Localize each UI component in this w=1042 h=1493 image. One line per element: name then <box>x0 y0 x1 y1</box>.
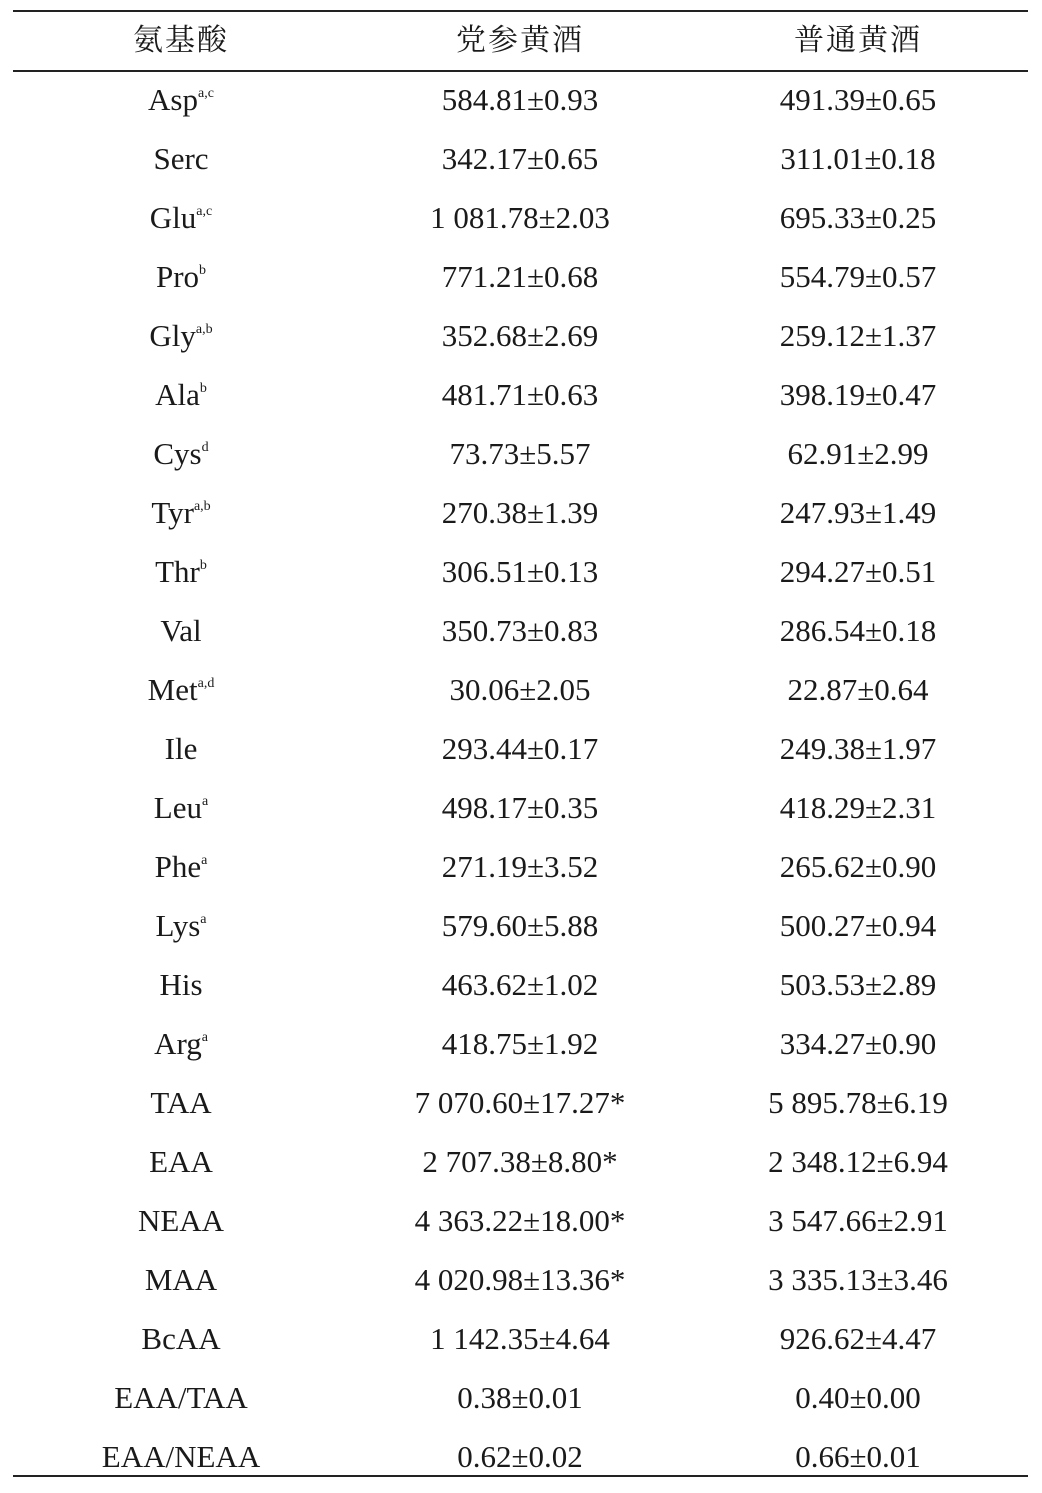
amino-acid-name: Met <box>147 672 198 707</box>
table-row <box>13 1429 1028 1488</box>
amino-acid-name: Glu <box>149 200 197 235</box>
amino-acid-superscript: a <box>201 794 209 809</box>
dangshen-value-cell: 584.81±0.93 <box>441 82 599 117</box>
table-bottom-rule <box>13 1475 1028 1477</box>
amino-acid-superscript: d <box>201 440 209 455</box>
amino-acid-cell <box>86 603 276 662</box>
table-row <box>13 1016 1028 1075</box>
dangshen-value-cell: 342.17±0.65 <box>441 141 599 176</box>
amino-acid-cell <box>86 1134 276 1193</box>
table-row <box>13 1252 1028 1311</box>
table-row <box>13 1134 1028 1193</box>
amino-acid-superscript: a <box>200 912 207 927</box>
ordinary-value-cell: 2 348.12±6.94 <box>768 1144 948 1179</box>
ordinary-value-cell: 398.19±0.47 <box>779 377 937 412</box>
amino-acid-superscript: b <box>199 558 207 573</box>
amino-acid-cell <box>86 839 276 898</box>
amino-acid-cell <box>86 131 276 190</box>
dangshen-value-cell: 352.68±2.69 <box>441 318 599 353</box>
table-row <box>13 662 1028 721</box>
amino-acid-name: Val <box>160 613 202 648</box>
amino-acid-cell <box>86 367 276 426</box>
ordinary-value-cell: 294.27±0.51 <box>779 554 937 589</box>
ordinary-value-cell: 926.62±4.47 <box>779 1321 937 1356</box>
dangshen-value-cell: 7 070.60±17.27* <box>414 1085 626 1120</box>
amino-acid-name: His <box>159 967 203 1002</box>
dangshen-value-cell: 771.21±0.68 <box>441 259 599 294</box>
table-row <box>13 1311 1028 1370</box>
amino-acid-cell <box>86 662 276 721</box>
ordinary-value-cell: 0.40±0.00 <box>795 1380 921 1415</box>
table-row <box>13 367 1028 426</box>
amino-acid-cell <box>86 1429 276 1488</box>
dangshen-value-cell: 306.51±0.13 <box>441 554 599 589</box>
table-row <box>13 1193 1028 1252</box>
amino-acid-name: Pro <box>155 259 200 294</box>
ordinary-value-cell: 503.53±2.89 <box>779 967 937 1002</box>
dangshen-value-cell: 0.62±0.02 <box>457 1439 583 1474</box>
table-row <box>13 544 1028 603</box>
amino-acid-cell <box>86 1311 276 1370</box>
dangshen-value-cell: 271.19±3.52 <box>441 849 599 884</box>
amino-acid-name: Gly <box>149 318 196 353</box>
amino-acid-name: EAA <box>149 1144 213 1179</box>
dangshen-value-cell: 293.44±0.17 <box>441 731 599 766</box>
ordinary-value-cell: 500.27±0.94 <box>779 908 937 943</box>
dangshen-value-cell: 4 020.98±13.36* <box>414 1262 626 1297</box>
amino-acid-cell <box>86 426 276 485</box>
table-row <box>13 190 1028 249</box>
table-row <box>13 1075 1028 1134</box>
table-row <box>13 721 1028 780</box>
table-row <box>13 249 1028 308</box>
amino-acid-name: Ala <box>155 377 200 412</box>
amino-acid-name: BcAA <box>141 1321 221 1356</box>
table-row <box>13 780 1028 839</box>
table-header-row <box>13 12 1028 70</box>
header-amino-acid: 氨基酸 <box>133 23 229 58</box>
amino-acid-name: Leu <box>153 790 202 825</box>
amino-acid-superscript: a,c <box>196 204 213 219</box>
amino-acid-superscript: a,d <box>197 676 215 691</box>
dangshen-value-cell: 1 142.35±4.64 <box>430 1321 610 1356</box>
ordinary-value-cell: 265.62±0.90 <box>779 849 937 884</box>
amino-acid-superscript: b <box>199 263 207 278</box>
amino-acid-cell <box>86 190 276 249</box>
header-dangshen-rice-wine: 党参黄酒 <box>456 23 584 58</box>
amino-acid-superscript: a,c <box>198 86 214 101</box>
dangshen-value-cell: 350.73±0.83 <box>441 613 599 648</box>
table-row <box>13 898 1028 957</box>
amino-acid-cell <box>86 1193 276 1252</box>
amino-acid-cell <box>86 485 276 544</box>
amino-acid-cell <box>86 957 276 1016</box>
amino-acid-name: EAA/NEAA <box>101 1439 261 1474</box>
dangshen-value-cell: 498.17±0.35 <box>441 790 599 825</box>
amino-acid-name: Phe <box>154 849 202 884</box>
amino-acid-cell <box>86 1252 276 1311</box>
ordinary-value-cell: 286.54±0.18 <box>779 613 937 648</box>
dangshen-value-cell: 2 707.38±8.80* <box>422 1144 618 1179</box>
dangshen-value-cell: 463.62±1.02 <box>441 967 599 1002</box>
ordinary-value-cell: 22.87±0.64 <box>787 672 929 707</box>
table-row <box>13 426 1028 485</box>
amino-acid-name: Thr <box>155 554 200 589</box>
amino-acid-name: Lys <box>155 908 201 943</box>
dangshen-value-cell: 418.75±1.92 <box>441 1026 599 1061</box>
amino-acid-cell <box>86 1075 276 1134</box>
table-row <box>13 1370 1028 1429</box>
amino-acid-cell <box>86 72 276 131</box>
amino-acid-cell <box>86 780 276 839</box>
ordinary-value-cell: 3 547.66±2.91 <box>768 1203 948 1238</box>
dangshen-value-cell: 1 081.78±2.03 <box>430 200 610 235</box>
amino-acid-cell <box>86 721 276 780</box>
amino-acid-name: Serc <box>153 141 209 176</box>
amino-acid-name: Tyr <box>151 495 194 530</box>
dangshen-value-cell: 270.38±1.39 <box>441 495 599 530</box>
amino-acid-name: TAA <box>150 1085 212 1120</box>
dangshen-value-cell: 481.71±0.63 <box>441 377 599 412</box>
amino-acid-superscript: a,b <box>193 499 211 514</box>
ordinary-value-cell: 695.33±0.25 <box>779 200 937 235</box>
amino-acid-superscript: a,b <box>195 322 213 337</box>
amino-acid-superscript: b <box>199 381 207 396</box>
amino-acid-cell <box>86 308 276 367</box>
table-row <box>13 603 1028 662</box>
table-row <box>13 131 1028 190</box>
dangshen-value-cell: 4 363.22±18.00* <box>414 1203 626 1238</box>
amino-acid-superscript: a <box>201 853 208 868</box>
amino-acid-cell <box>86 249 276 308</box>
ordinary-value-cell: 249.38±1.97 <box>779 731 937 766</box>
amino-acid-cell <box>86 898 276 957</box>
amino-acid-cell <box>86 1370 276 1429</box>
amino-acid-name: Arg <box>154 1026 202 1061</box>
amino-acid-name: NEAA <box>137 1203 225 1238</box>
ordinary-value-cell: 0.66±0.01 <box>795 1439 921 1474</box>
table-row <box>13 485 1028 544</box>
ordinary-value-cell: 491.39±0.65 <box>779 82 937 117</box>
amino-acid-name: EAA/TAA <box>114 1380 248 1415</box>
table-row <box>13 957 1028 1016</box>
amino-acid-name: Cys <box>153 436 202 471</box>
ordinary-value-cell: 418.29±2.31 <box>779 790 937 825</box>
amino-acid-superscript: a <box>201 1030 208 1045</box>
header-ordinary-rice-wine: 普通黄酒 <box>794 23 922 58</box>
ordinary-value-cell: 311.01±0.18 <box>780 141 936 176</box>
ordinary-value-cell: 5 895.78±6.19 <box>768 1085 948 1120</box>
table-row <box>13 839 1028 898</box>
dangshen-value-cell: 73.73±5.57 <box>449 436 591 471</box>
amino-acid-cell <box>86 1016 276 1075</box>
ordinary-value-cell: 554.79±0.57 <box>779 259 937 294</box>
table-row <box>13 72 1028 131</box>
ordinary-value-cell: 259.12±1.37 <box>779 318 937 353</box>
dangshen-value-cell: 30.06±2.05 <box>449 672 591 707</box>
ordinary-value-cell: 62.91±2.99 <box>787 436 929 471</box>
dangshen-value-cell: 0.38±0.01 <box>457 1380 583 1415</box>
amino-acid-name: MAA <box>144 1262 218 1297</box>
amino-acid-name: Ile <box>164 731 198 766</box>
dangshen-value-cell: 579.60±5.88 <box>441 908 599 943</box>
ordinary-value-cell: 3 335.13±3.46 <box>768 1262 948 1297</box>
amino-acid-cell <box>86 544 276 603</box>
ordinary-value-cell: 334.27±0.90 <box>779 1026 937 1061</box>
amino-acid-name: Asp <box>148 82 198 117</box>
ordinary-value-cell: 247.93±1.49 <box>779 495 937 530</box>
table-row <box>13 308 1028 367</box>
